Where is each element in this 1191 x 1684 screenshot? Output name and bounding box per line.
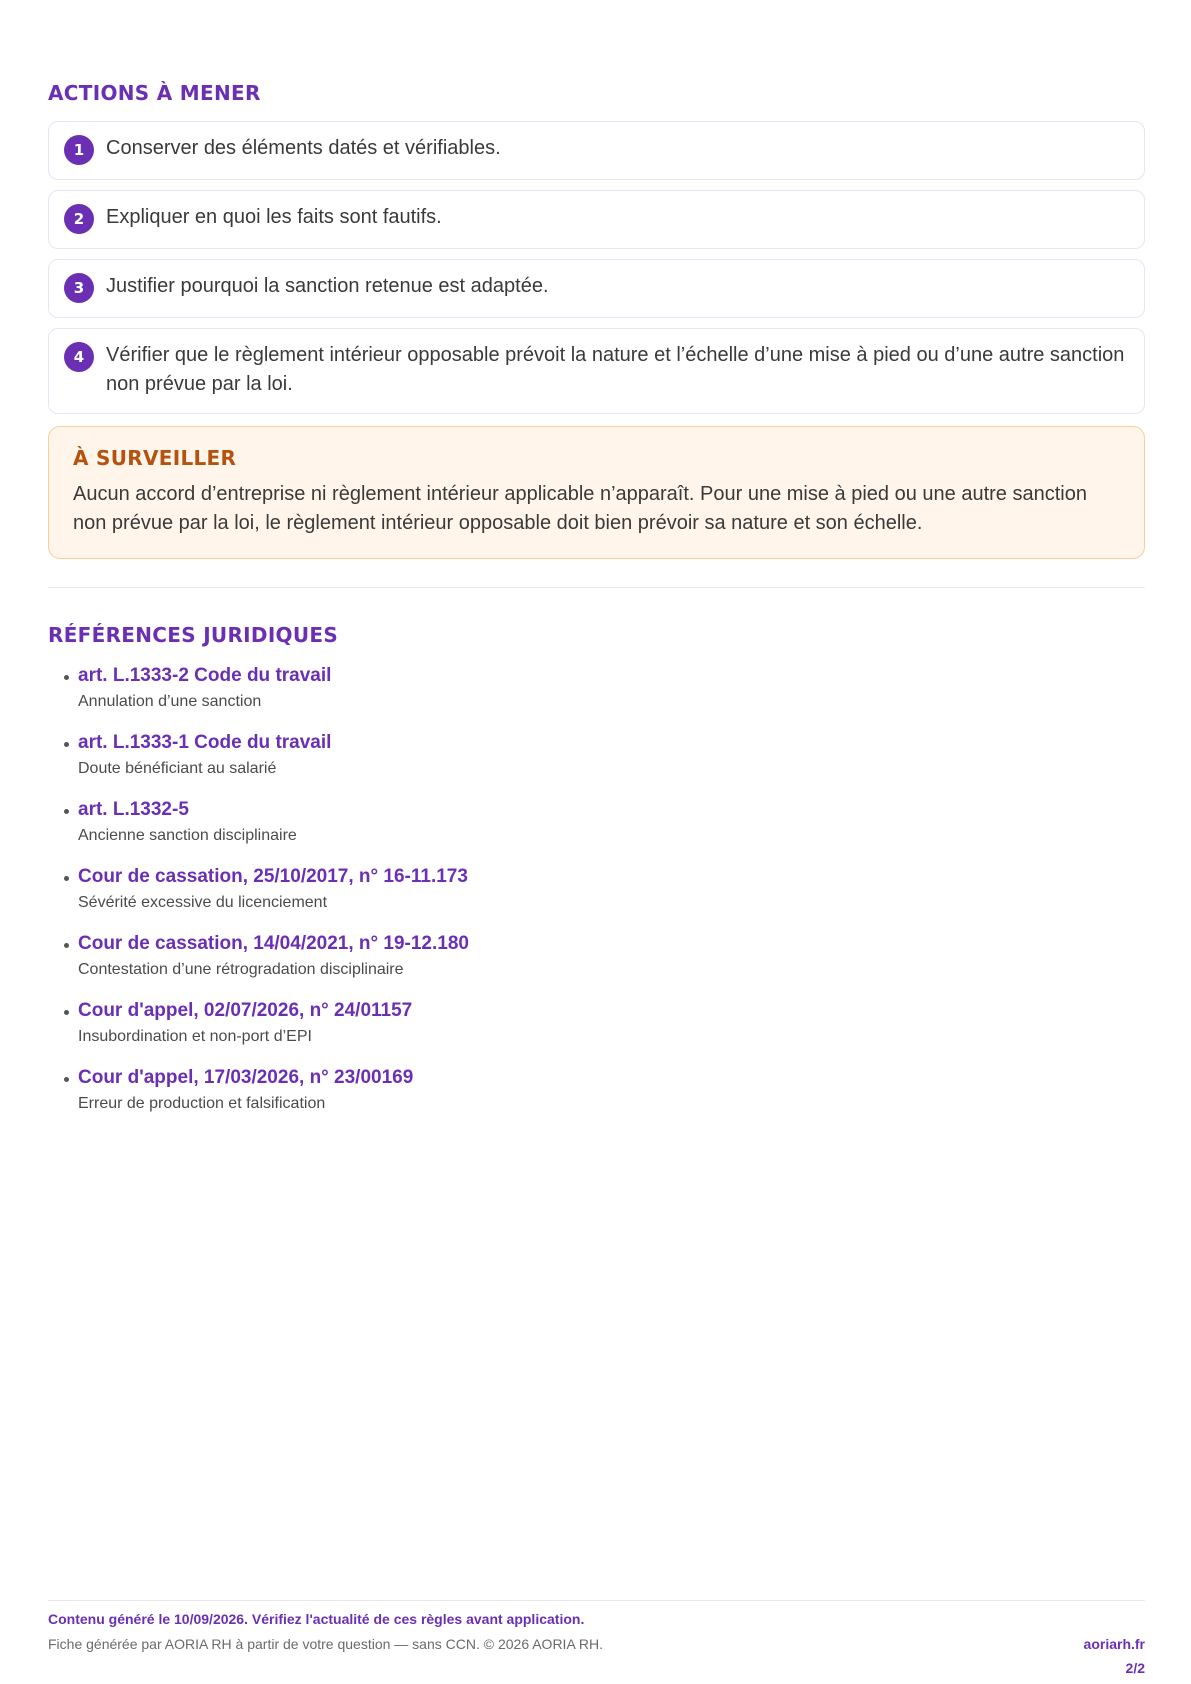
warning-callout bbox=[48, 426, 1145, 559]
action-item bbox=[48, 328, 1145, 414]
actions-section-title: ACTIONS À MENER bbox=[48, 81, 261, 105]
action-item bbox=[48, 190, 1145, 249]
section-divider bbox=[48, 587, 1145, 588]
references-section-title: RÉFÉRENCES JURIDIQUES bbox=[48, 623, 339, 647]
page-number: 2/2 bbox=[1125, 1660, 1145, 1676]
action-text: Justifier pourquoi la sanction retenue est adaptée. bbox=[106, 275, 549, 297]
reference-item bbox=[48, 932, 1048, 999]
reference-description: Ancienne sanction disciplinaire bbox=[78, 827, 297, 844]
reference-item bbox=[48, 798, 1048, 865]
reference-description: Doute bénéficiant au salarié bbox=[78, 760, 277, 777]
reference-title: art. L.1332-5 bbox=[78, 799, 189, 820]
reference-description: Annulation d’une sanction bbox=[78, 693, 262, 710]
reference-item bbox=[48, 1066, 1048, 1133]
actions-list bbox=[48, 121, 1145, 424]
reference-item bbox=[48, 731, 1048, 798]
reference-description: Contestation d’une rétrogradation disciplinaire bbox=[78, 961, 404, 978]
reference-title: Cour de cassation, 14/04/2021, n° 19-12.180 bbox=[78, 933, 469, 954]
action-text: Conserver des éléments datés et vérifiables. bbox=[106, 137, 501, 159]
action-text: Expliquer en quoi les faits sont fautifs. bbox=[106, 206, 442, 228]
reference-title: Cour d'appel, 02/07/2026, n° 24/01157 bbox=[78, 1000, 413, 1021]
warning-title: À SURVEILLER bbox=[73, 446, 237, 470]
reference-description: Sévérité excessive du licenciement bbox=[78, 894, 328, 911]
footer-note: Contenu généré le 10/09/2026. Vérifiez l'actualité de ces règles avant application. bbox=[48, 1611, 585, 1627]
step-number-badge: 2 bbox=[64, 204, 94, 234]
step-number-badge: 1 bbox=[64, 135, 94, 165]
warning-text: Aucun accord d’entreprise ni règlement intérieur applicable n’apparaît. Pour une mise à pied ou une autre sanction non prévue par la loi, le règlement intérieur opposable doit bien prévoir sa nature et son échelle. bbox=[73, 483, 1087, 534]
action-text: Vérifier que le règlement intérieur opposable prévoit la nature et l’échelle d’une mise à pied ou d’une autre sanction non prévue par la loi. bbox=[106, 344, 1125, 395]
footer-divider bbox=[48, 1600, 1145, 1601]
reference-description: Insubordination et non-port d’EPI bbox=[78, 1028, 312, 1045]
reference-title: Cour d'appel, 17/03/2026, n° 23/00169 bbox=[78, 1067, 414, 1088]
reference-item bbox=[48, 999, 1048, 1066]
references-list bbox=[48, 664, 1048, 1133]
action-item bbox=[48, 121, 1145, 180]
reference-item bbox=[48, 865, 1048, 932]
action-item bbox=[48, 259, 1145, 318]
reference-description: Erreur de production et falsification bbox=[78, 1095, 326, 1112]
reference-item bbox=[48, 664, 1048, 731]
footer-site-link[interactable]: aoriarh.fr bbox=[1083, 1636, 1145, 1652]
reference-title: art. L.1333-2 Code du travail bbox=[78, 665, 332, 686]
reference-title: art. L.1333-1 Code du travail bbox=[78, 732, 332, 753]
step-number-badge: 4 bbox=[64, 342, 94, 372]
step-number-badge: 3 bbox=[64, 273, 94, 303]
reference-title: Cour de cassation, 25/10/2017, n° 16-11.173 bbox=[78, 866, 468, 887]
footer-credit: Fiche générée par AORIA RH à partir de votre question — sans CCN. © 2026 AORIA RH. bbox=[48, 1636, 604, 1652]
